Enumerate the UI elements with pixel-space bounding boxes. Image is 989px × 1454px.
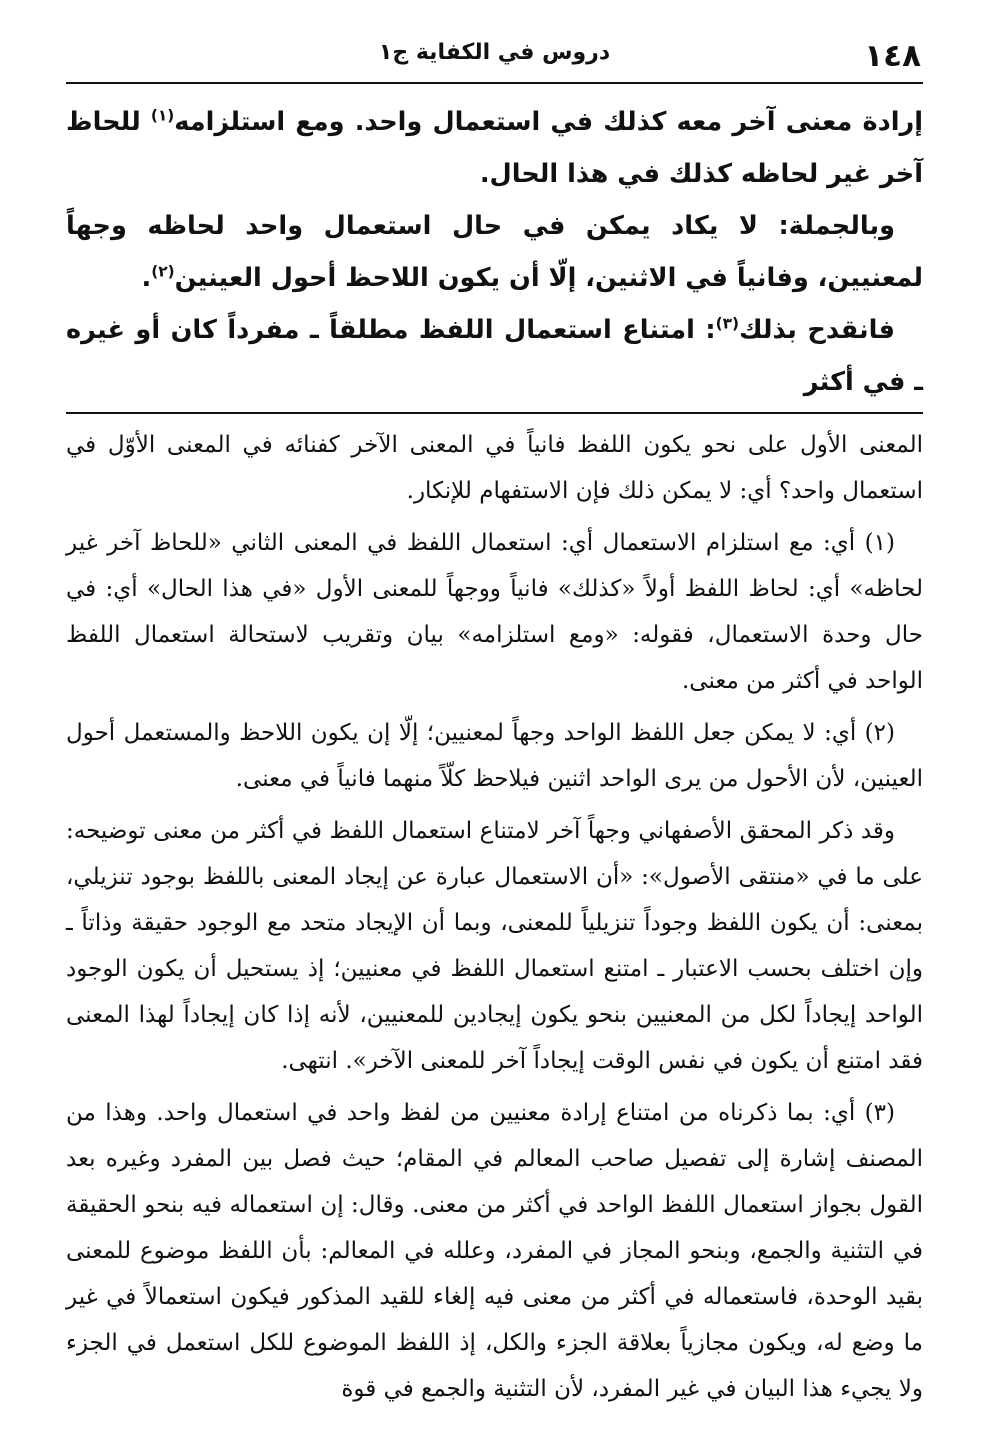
main-p3-text-a: فانقدح بذلك [739,315,895,345]
footnote-2: (٢) أي: لا يمكن جعل اللفظ الواحد وجهاً لمعنيين؛ إلّا إن يكون اللاحظ والمستعمل أحول العينين، لأن الأحول من يرى الواحد اثنين فيلاحظ كلّاً منهما فانياً في معنى. [66,720,923,792]
main-p2-text-b: . [141,263,152,293]
footnotes [66,422,923,1412]
footnote-continuation: المعنى الأول على نحو يكون اللفظ فانياً في المعنى الآخر كفنائه في المعنى الأوّل في استعمال واحد؟ أي: لا يمكن ذلك فإن الاستفهام للإنكار. [66,432,923,504]
main-paragraph-3 [66,304,923,408]
main-text [66,96,923,408]
main-paragraph-2 [66,200,923,304]
main-p3-text-b: : امتناع استعمال اللفظ مطلقاً ـ مفرداً كان أو غيره ـ في أكثر [66,315,923,397]
footnote-ref-3: (٣) [715,314,740,333]
main-paragraph-1 [66,96,923,200]
footnote-3: (٣) أي: بما ذكرناه من امتناع إرادة معنيين من لفظ واحد في استعمال واحد. وهذا من المصنف إشارة إلى تفصيل صاحب المعالم في المقام؛ حيث فصل بين المفرد وغيره بعد القول بجواز استعمال اللفظ الواحد في أكثر من معنى. وقال: إن استعماله فيه بنحو الحقيقة في التثنية والجمع، وبنحو المجاز في المفرد، وعلله في المعالم: بأن اللفظ موضوع للمعنى بقيد الوحدة، فاستعماله في أكثر من معنى فيه إلغاء للقيد المذكور فيكون استعمالاً في غير ما وضع له، ويكون مجازياً بعلاقة الجزء والكل، إذ اللفظ الموضوع للكل استعمل في الجزء ولا يجيء هذا البيان في غير المفرد، لأن التثنية والجمع في قوة [66,1100,923,1402]
main-p1-text-a: إرادة معنى آخر معه كذلك في استعمال واحد. ومع استلزامه [174,107,923,137]
footnote-ref-2: (٢) [151,262,175,281]
main-p2-text-a: وبالجملة: لا يكاد يمكن في حال استعمال واحد لحاظه وجهاً لمعنيين، وفانياً في الاثنين، إلّا أن يكون اللاحظ أحول العينين [66,211,923,293]
header-rule [66,82,923,84]
footnote-paragraph: وقد ذكر المحقق الأصفهاني وجهاً آخر لامتناع استعمال اللفظ في أكثر من معنى توضيحه: على ما في «منتقى الأصول»: «أن الاستعمال عبارة عن إيجاد المعنى باللفظ بوجود تنزيلي، بمعنى: أن يكون اللفظ وجوداً تنزيلياً للمعنى، وبما أن الإيجاد متحد مع الوجود حقيقة وذاتاً ـ وإن اختلف بحسب الاعتبار ـ امتنع استعمال اللفظ في معنيين؛ إذ يستحيل أن يكون الوجود الواحد إيجاداً لكل من المعنيين بنحو يكون إيجادين للمعنيين، لأنه إذا كان إيجاداً لهذا المعنى فقد امتنع أن يكون في نفس الوقت إيجاداً آخر للمعنى الآخر». انتهى. [66,818,923,1074]
running-title: دروس في الكفاية ج١ [378,40,611,65]
footnote-1: (١) أي: مع استلزام الاستعمال أي: استعمال اللفظ في المعنى الثاني «للحاظ آخر غير لحاظه» أي: لحاظ اللفظ أولاً «كذلك» فانياً ووجهاً للمعنى الأول «في هذا الحال» أي: في حال وحدة الاستعمال، فقوله: «ومع استلزامه» بيان وتقريب لاستحالة استعمال اللفظ الواحد في أكثر من معنى. [66,530,923,694]
footnote-separator [66,412,923,414]
footnote-ref-1: (١) [150,106,175,125]
page-number: ١٤٨ [864,38,921,74]
main-p1-text-b: للحاظ آخر غير لحاظه كذلك في هذا الحال. [66,107,923,189]
